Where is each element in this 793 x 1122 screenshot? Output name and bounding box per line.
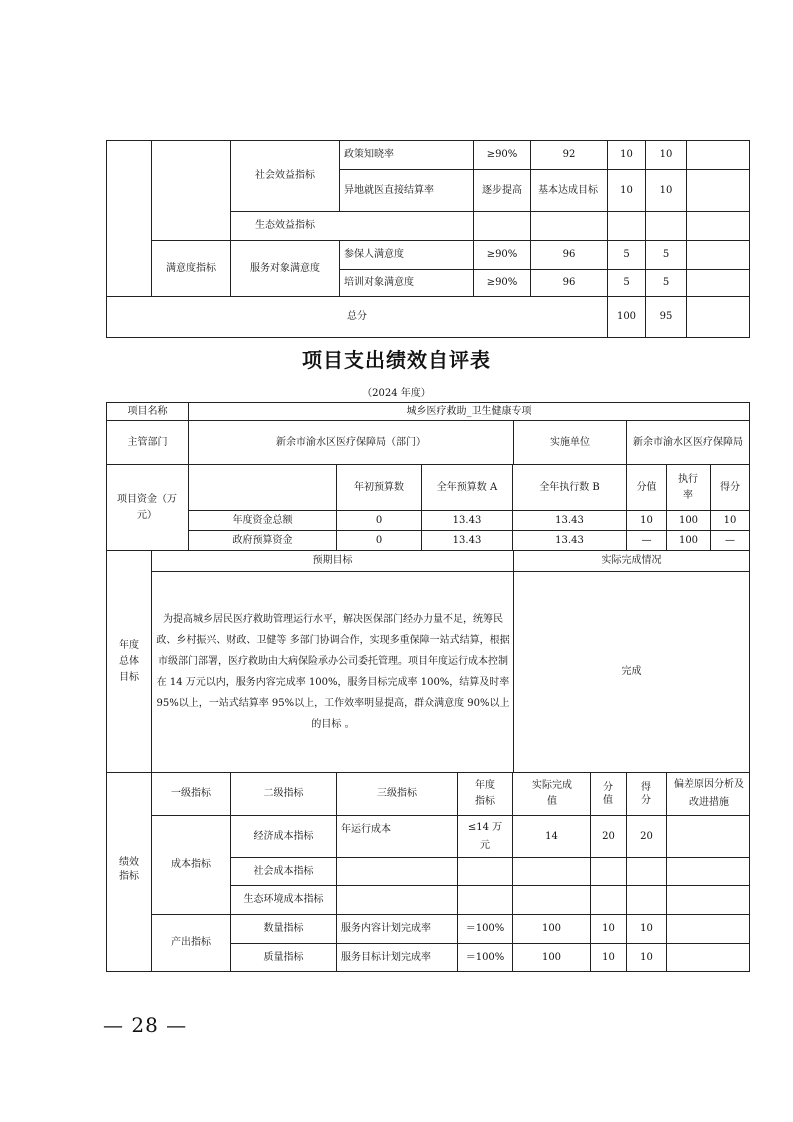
perf-header-target: 年度指标 <box>475 780 495 807</box>
goals-label: 年度总体目标 <box>119 640 139 683</box>
dept-value: 新余市渝水区医疗保障局（部门） <box>276 436 426 448</box>
unit-value: 新余市渝水区医疗保障局 <box>633 436 743 448</box>
page-number: — 28 — <box>103 1013 188 1037</box>
l3-cell: 异地就医直接结算率 <box>344 184 434 196</box>
l2-service-satisfaction: 服务对象满意度 <box>250 262 320 274</box>
project-name-label: 项目名称 <box>127 405 168 417</box>
perf-actual: 100 <box>541 951 562 963</box>
perf-target: ≤14 万元 <box>467 821 503 851</box>
score-cell: 10 <box>620 149 633 160</box>
funds-row-name: 年度资金总额 <box>232 514 293 526</box>
l2-eco-benefit: 生态效益指标 <box>255 220 315 231</box>
got-cell: 10 <box>659 184 673 196</box>
page-title: 项目支出绩效自评表 <box>302 348 491 372</box>
funds-label: 项目资金（万元） <box>117 494 177 521</box>
actual-cell: 96 <box>562 277 576 288</box>
funds-header: 分值 <box>636 481 657 493</box>
l1-satisfaction: 满意度指标 <box>166 262 216 274</box>
perf-l2: 质量指标 <box>263 951 304 963</box>
funds-header: 执行率 <box>678 473 698 501</box>
perf-label: 绩效指标 <box>119 857 139 882</box>
funds-cell: — <box>725 534 735 546</box>
funds-cell: — <box>641 534 652 546</box>
total-score: 100 <box>616 311 637 322</box>
perf-got: 10 <box>640 951 653 963</box>
funds-cell: 13.43 <box>555 534 584 546</box>
expected-goal-text: 为提高城乡居民医疗救助管理运行水平，解决医保部门经办力量不足，统筹民政、乡村振兴、财政、卫健等 多部门协调合作，实现多重保障一站式结算，根据市级部门部署，医疗救助由大病保险承办公司委托管理。项目年度运行成本控制在 14 万元以内，服务内容完成率 100%，服务目标完成率 100%，结算及时率 95%以上，一站式结算率 95%以上，工作效率明显提高，群众满意度 90%以上的目标 。 <box>156 614 510 730</box>
perf-header-actual: 实际完成值 <box>532 780 572 807</box>
actual-cell: 基本达成目标 <box>538 184 598 196</box>
score-cell: 5 <box>623 277 630 288</box>
perf-header-l1: 一级指标 <box>171 788 211 799</box>
funds-cell: 100 <box>678 514 699 526</box>
l3-cell: 参保人满意度 <box>344 249 404 260</box>
perf-l3: 年运行成本 <box>341 824 391 835</box>
funds-header: 全年预算数 A <box>436 481 498 493</box>
perf-l3: 服务目标计划完成率 <box>341 951 431 963</box>
perf-l2: 经济成本指标 <box>253 830 314 842</box>
perf-header-score: 分值 <box>603 782 613 806</box>
funds-cell: 13.43 <box>452 514 482 526</box>
l3-cell: 政策知晓率 <box>344 149 394 160</box>
target-cell: 逐步提高 <box>482 184 522 196</box>
got-cell: 5 <box>662 249 670 260</box>
dept-label: 主管部门 <box>127 436 168 448</box>
perf-header-l3: 三级指标 <box>377 788 417 799</box>
funds-cell: 10 <box>640 514 653 526</box>
got-cell: 5 <box>662 277 670 288</box>
target-cell: ≥90% <box>486 249 518 260</box>
funds-row-name: 政府预算资金 <box>232 534 293 546</box>
got-cell: 10 <box>659 149 673 160</box>
perf-l2: 社会成本指标 <box>253 865 314 877</box>
funds-cell: 10 <box>723 514 737 526</box>
actual-goal-text: 完成 <box>621 666 642 677</box>
perf-actual: 14 <box>545 830 558 842</box>
actual-header: 实际完成情况 <box>601 555 662 566</box>
actual-cell: 92 <box>562 149 576 160</box>
funds-cell: 0 <box>375 534 383 546</box>
perf-header-reason: 偏差原因分析及改进措施 <box>674 779 744 808</box>
perf-l3: 服务内容计划完成率 <box>341 923 431 934</box>
actual-cell: 96 <box>562 249 576 260</box>
target-cell: ≥90% <box>486 149 518 160</box>
perf-l1-cost: 成本指标 <box>171 859 211 870</box>
score-cell: 10 <box>620 184 633 196</box>
unit-label: 实施单位 <box>550 436 590 448</box>
expected-header: 预期目标 <box>312 555 353 566</box>
funds-cell: 100 <box>678 534 699 546</box>
perf-got: 20 <box>640 830 653 842</box>
perf-l1-output: 产出指标 <box>171 937 211 948</box>
funds-header: 全年执行数 B <box>539 481 600 493</box>
target-cell: ≥90% <box>486 277 518 288</box>
project-name-value: 城乡医疗救助_卫生健康专项 <box>406 405 532 417</box>
total-label: 总分 <box>347 311 367 322</box>
perf-target: ＝100% <box>465 951 505 963</box>
funds-header: 年初预算数 <box>354 481 404 493</box>
total-got: 95 <box>659 311 673 322</box>
perf-header-l2: 二级指标 <box>263 788 304 799</box>
score-cell: 5 <box>623 249 630 260</box>
year-subtitle: （2024 年度） <box>362 388 431 399</box>
perf-score: 20 <box>602 830 615 842</box>
perf-target: ＝100% <box>465 923 505 934</box>
perf-got: 10 <box>640 923 653 934</box>
funds-cell: 13.43 <box>555 514 584 526</box>
perf-score: 10 <box>602 951 615 963</box>
perf-l2: 数量指标 <box>263 923 304 934</box>
l2-social-benefit: 社会效益指标 <box>255 170 315 181</box>
l3-cell: 培训对象满意度 <box>344 277 414 288</box>
funds-header: 得分 <box>720 481 740 493</box>
perf-l2: 生态环境成本指标 <box>243 894 324 905</box>
perf-header-got: 得分 <box>641 782 651 806</box>
funds-cell: 13.43 <box>452 534 482 546</box>
perf-score: 10 <box>602 923 615 934</box>
perf-actual: 100 <box>541 923 562 934</box>
funds-cell: 0 <box>375 514 383 526</box>
